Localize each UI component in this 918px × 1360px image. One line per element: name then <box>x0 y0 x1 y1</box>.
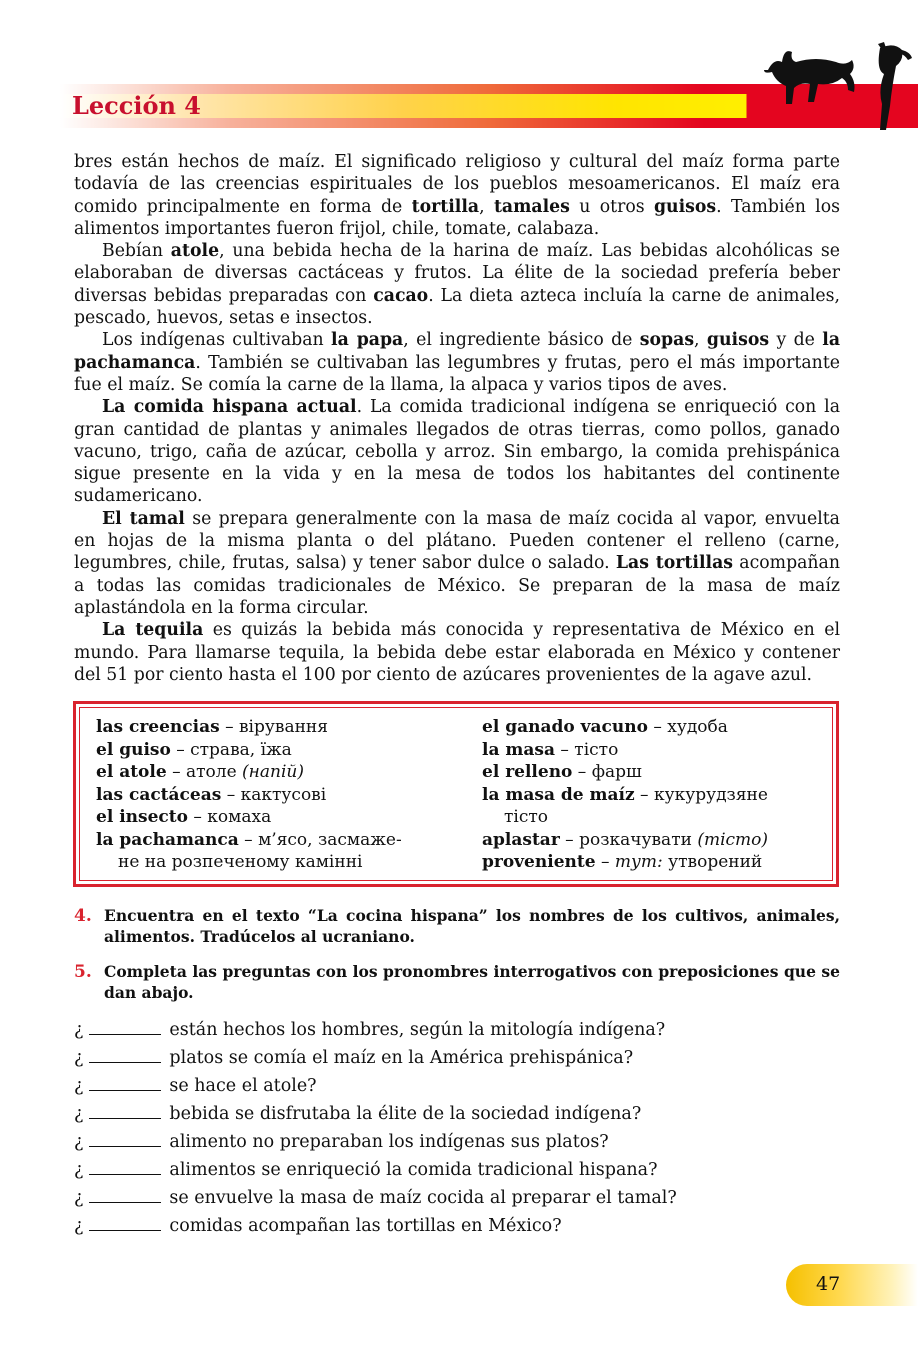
question-item: ¿ están hechos los hombres, según la mitología indígena? <box>74 1020 666 1040</box>
page-number-tab <box>786 1264 918 1306</box>
question-item: ¿ platos se comía el maíz en la América prehispánica? <box>74 1048 634 1068</box>
vocab-entry: el relleno – фарш <box>482 762 642 782</box>
answer-blank[interactable] <box>89 1216 161 1231</box>
vocab-entry: aplastar – розкачувати (тісто) <box>482 829 769 850</box>
paragraph: Los indígenas cultivaban la papa, el ingrediente básico de sopas, guisos y de la pachamanca. También se cultivaban las legumbres y frutas, pero el más importante fue el maíz. Se comía la carne de la llama, la alpaca y varios tipos de aves. <box>74 330 841 395</box>
answer-blank[interactable] <box>89 1188 161 1203</box>
answer-blank[interactable] <box>89 1076 161 1091</box>
exercise-instruction: Encuentra en el texto “La cocina hispana” los nombres de los cultivos, animales, alimentos. Tradúcelos al ucraniano. <box>104 906 840 946</box>
page-header <box>0 0 918 140</box>
vocab-entry: las creencias – вірування <box>96 717 328 737</box>
question-item: ¿ bebida se disfrutaba la élite de la sociedad indígena? <box>74 1104 642 1124</box>
vocab-entry: el atole – атоле (напій) <box>96 762 304 782</box>
answer-blank[interactable] <box>89 1020 161 1035</box>
question-list <box>74 1016 840 1240</box>
question-item: ¿ se hace el atole? <box>74 1076 317 1096</box>
question-item: ¿ alimentos se enriqueció la comida tradicional hispana? <box>74 1160 658 1180</box>
vocab-entry: el insecto – комаха <box>96 807 272 827</box>
vocab-entry: la pachamanca – м’ясо, засмаже- <box>96 829 402 850</box>
exercise-number: 5. <box>74 962 92 982</box>
exercise-4 <box>74 906 840 947</box>
exercise-instruction: Completa las preguntas con los pronombres interrogativos con preposiciones que se dan abajo. <box>104 962 840 1002</box>
paragraph: Bebían atole, una bebida hecha de la harina de maíz. Las bebidas alcohólicas se elaboraban de diversas cactáceas y frutos. La élite de la sociedad prefería beber diversas bebidas preparadas con cacao. La dieta azteca incluía la carne de animales, pescado, huevos, setas e insectos. <box>74 241 840 329</box>
answer-blank[interactable] <box>89 1132 161 1147</box>
exercise-5 <box>74 962 840 1003</box>
paragraph: El tamal se prepara generalmente con la masa de maíz cocida al vapor, envuelta en hojas de la misma planta o del plátano. Pueden contener el relleno (carne, legumbres, chile, frutas, salsa) y tener sabor dulce o salado. Las tortillas acompañan a todas las comidas tradicionales de México. Se preparan de la masa de maíz aplastándola en la forma circular. <box>74 508 840 618</box>
vocab-entry: la masa – тісто <box>482 739 619 760</box>
exercise-number: 4. <box>74 906 92 926</box>
vocabulary-column-right <box>482 716 822 874</box>
vocabulary-box <box>73 701 839 887</box>
vocab-entry: la masa de maíz – кукурудзяне <box>482 784 768 805</box>
paragraph: bres están hechos de maíz. El significado religioso y cultural del maíz forma parte todavía de las creencias espirituales de los pueblos mesoamericanos. El maíz era comido principalmente en forma de tortilla, tamales u otros guisos. También los alimentos importantes fueron frijol, chile, tomate, calabaza. <box>74 152 840 239</box>
question-item: ¿ se envuelve la masa de maíz cocida al preparar el tamal? <box>74 1188 677 1208</box>
answer-blank[interactable] <box>89 1160 161 1175</box>
vocab-entry: proveniente – тут: утворений <box>482 852 763 872</box>
vocab-entry-continuation: тісто <box>504 807 549 827</box>
vocab-entry: el ganado vacuno – худоба <box>482 717 728 737</box>
answer-blank[interactable] <box>89 1104 161 1119</box>
page-number: 47 <box>816 1273 841 1295</box>
vocab-entry: las cactáceas – кактусові <box>96 784 327 805</box>
answer-blank[interactable] <box>89 1048 161 1063</box>
lesson-title: Lección 4 <box>72 91 201 120</box>
paragraph: La tequila es quizás la bebida más conocida y representativa de México en el mundo. Para llamarse tequila, la bebida debe estar elaborada en México y contener del 51 por ciento hasta el 100 por ciento de azúcares provenientes de la agave azul. <box>74 620 840 685</box>
vocab-entry-continuation: не на розпеченому камінні <box>118 852 363 872</box>
question-item: ¿ alimento no preparaban los indígenas sus platos? <box>74 1132 609 1152</box>
vocab-entry: el guiso – страва, їжа <box>96 739 292 760</box>
matador-bull-icon <box>760 40 918 135</box>
reading-text <box>74 151 840 686</box>
paragraph: La comida hispana actual. La comida tradicional indígena se enriqueció con la gran cantidad de plantas y animales llegados de otras tierras, como pollos, ganado vacuno, trigo, caña de azúcar, cebolla y arroz. Sin embargo, la comida prehispánica sigue presente en la vida y en la mesa de todos los habitantes del continente sudamericano. <box>74 397 840 507</box>
vocabulary-column-left <box>96 716 456 874</box>
question-item: ¿ comidas acompañan las tortillas en México? <box>74 1216 562 1236</box>
